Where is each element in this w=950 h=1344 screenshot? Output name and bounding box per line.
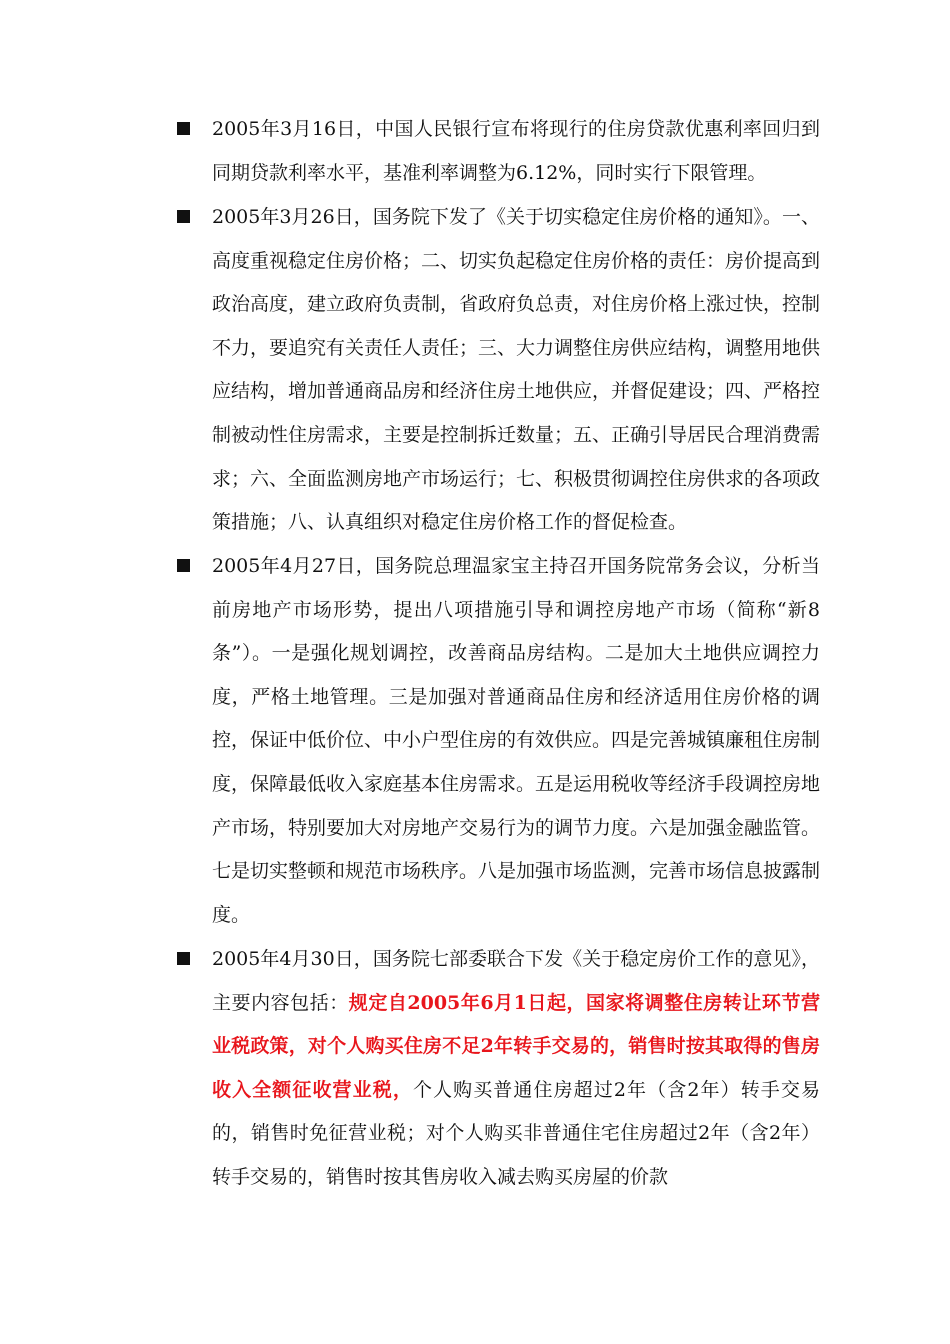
square-bullet-icon xyxy=(177,952,190,965)
list-item-text xyxy=(212,938,820,1200)
square-bullet-icon xyxy=(177,122,190,135)
highlighted-text: 规定自2005年6月1日起，国家将调整住房转让环节营业税政策，对个人购买住房不足2年转手交易的，销售时按其取得的售房收入全额征收营业税， xyxy=(212,991,820,1101)
list-item-text: 2005年3月16日，中国人民银行宣布将现行的住房贷款优惠利率回归到同期贷款利率水平，基准利率调整为6.12%，同时实行下限管理。 xyxy=(212,118,820,184)
list-item-text: 2005年4月27日，国务院总理温家宝主持召开国务院常务会议，分析当前房地产市场形势，提出八项措施引导和调控房地产市场（简称“新8条”）。一是强化规划调控，改善商品房结构。二是加大土地供应调控力度，严格土地管理。三是加强对普通商品住房和经济适用住房价格的调控，保证中低价位、中小户型住房的有效供应。四是完善城镇廉租住房制度，保障最低收入家庭基本住房需求。五是运用税收等经济手段调控房地产市场，特别要加大对房地产交易行为的调节力度。六是加强金融监管。七是切实整顿和规范市场秩序。八是加强市场监测，完善市场信息披露制度。 xyxy=(212,555,821,926)
text-segment: 2005年4月30日，国务院七部委联合下发《关于稳定房价工作的意见》，主要内容包括： xyxy=(212,948,820,1014)
text-segment: 个人购买普通住房超过2年（含2年）转手交易的，销售时免征营业税；对个人购买非普通住宅住房超过2年（含2年）转手交易的，销售时按其售房收入减去购买房屋的价款 xyxy=(212,1078,820,1188)
square-bullet-icon xyxy=(177,210,190,223)
square-bullet-icon xyxy=(177,559,190,572)
list-item-text: 2005年3月26日，国务院下发了《关于切实稳定住房价格的通知》。一、高度重视稳定住房价格；二、切实负起稳定住房价格的责任：房价提高到政治高度，建立政府负责制，省政府负总责，对住房价格上涨过快，控制不力，要追究有关责任人责任；三、大力调整住房供应结构，调整用地供应结构，增加普通商品房和经济住房土地供应，并督促建设；四、严格控制被动性住房需求，主要是控制拆迁数量；五、正确引导居民合理消费需求；六、全面监测房地产市场运行；七、积极贯彻调控住房供求的各项政策措施；八、认真组织对稳定住房价格工作的督促检查。 xyxy=(212,206,821,534)
